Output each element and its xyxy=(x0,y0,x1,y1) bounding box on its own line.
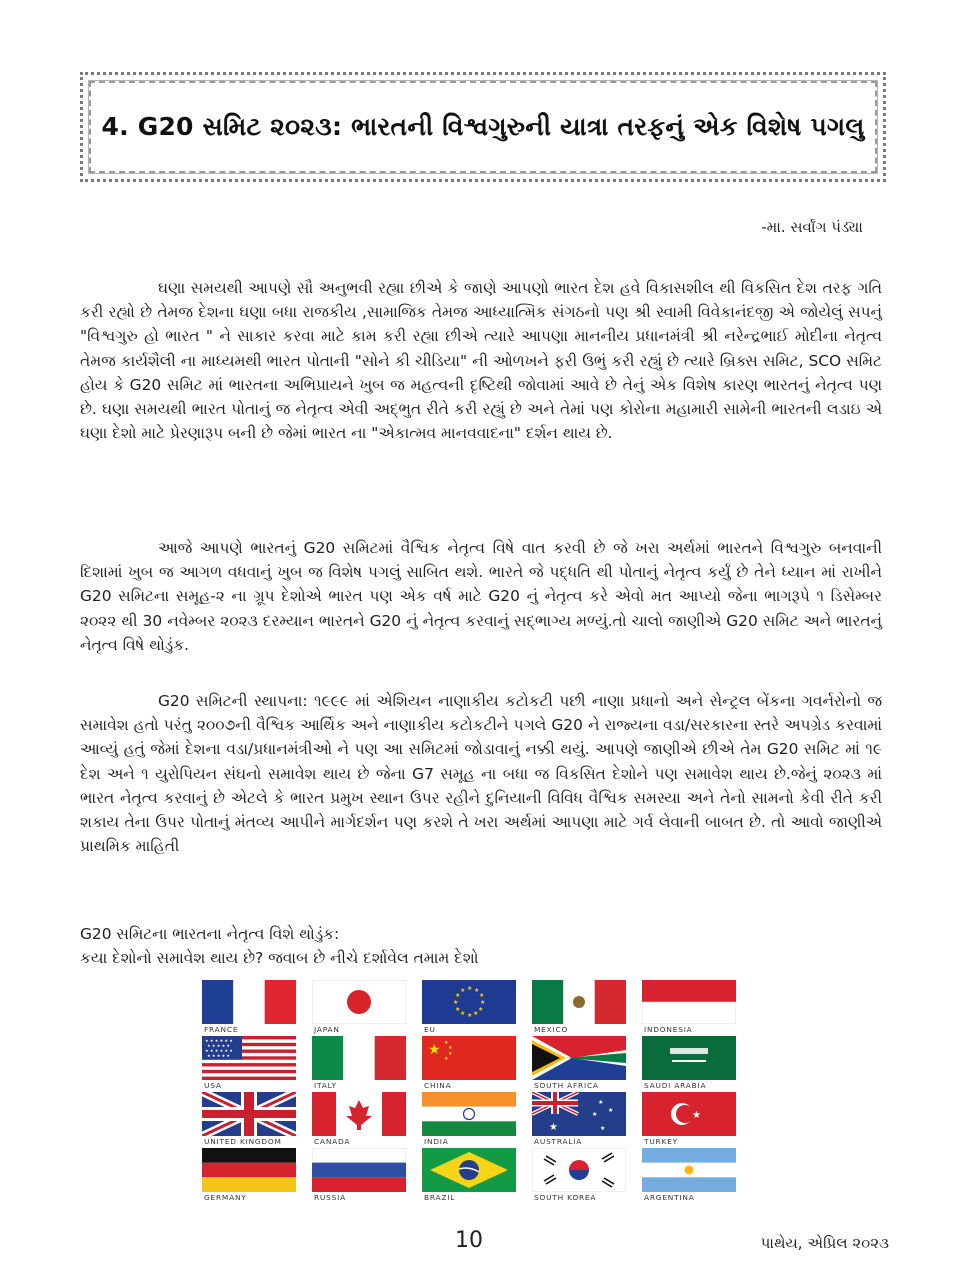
flag-mexico xyxy=(532,980,626,1034)
flag-grid xyxy=(202,980,738,1202)
flag-label: INDONESIA xyxy=(644,1025,693,1034)
flag-south-africa xyxy=(532,1036,626,1090)
svg-text:★: ★ xyxy=(453,999,459,1006)
flag-canada xyxy=(312,1092,406,1146)
svg-text:★: ★ xyxy=(444,1056,449,1062)
flag-eu xyxy=(422,980,516,1034)
flag-india xyxy=(422,1092,516,1146)
flag-label: ITALY xyxy=(314,1081,337,1090)
flag-label: FRANCE xyxy=(204,1025,239,1034)
flag-saudi-arabia-image xyxy=(642,1036,736,1080)
flag-label: CHINA xyxy=(424,1081,452,1090)
flag-saudi-arabia xyxy=(642,1036,736,1090)
paragraph-leadership: આજે આપણે ભારતનું G20 સમિટમાં વૈશ્વિક નેતૃત્વ વિષે વાત કરવી છે જે ખરા અર્થમાં ભારતને વિશ્વગુરુ બનવાની દિશામાં ખુબ જ આગળ વધવાનું ખુબ જ વિશેષ પગલું સાબિત થશે. ભારતે જે પદ્ધતિ થી પોતાનું નેતૃત્વ કર્યું છે તેને ધ્યાન માં રાખીને G20 સમિટના સમૂહ-૨ ના ગ્રૂપ દેશોએ ભારત પણ એક વર્ષ માટે G20 નું નેતૃત્વ કરે એવો મત આપ્યો જેના ભાગરૂપે ૧ ડિસેમ્બર ૨૦૨૨ થી 30 નવેમ્બર ૨૦૨૩ દરમ્યાન ભારતને G20 નું નેતૃત્વ કરવાનું સદ્ભાગ્ય મળ્યું.તો ચાલો જાણીએ G20 સમિટ અને ભારતનું નેતૃત્વ વિષે થોડુંક. xyxy=(80,539,882,654)
flag-south-korea-image xyxy=(532,1148,626,1192)
question-line: કયા દેશોનો સમાવેશ થાય છે? જવાબ છે નીચે દર્શાવેલ તમામ દેશો xyxy=(80,949,479,967)
page-number: 10 xyxy=(455,1228,483,1253)
flag-uk xyxy=(202,1092,296,1146)
flag-germany-image xyxy=(202,1148,296,1192)
paragraph-intro: ઘણા સમયથી આપણે સૌ અનુભવી રહ્યા છીએ કે જાણે આપણો ભારત દેશ હવે વિકાસશીલ થી વિકસિત દેશ તરફ ગતિ કરી રહ્યો છે તેમજ દેશના ઘણા બધા રાજકીય ,સામાજિક તેમજ આધ્યાત્મિક સંગઠનો પણ શ્રી સ્વામી વિવેકાનંદજી એ જોયેલું સપનું "વિશ્વગુરુ હો ભારત " ને સાકાર કરવા માટે કામ કરી રહ્યા છીએ ત્યારે આપણા માનનીય પ્રધાનમંત્રી શ્રી નરેન્દ્રભાઈ મોદીના નેતૃત્વ તેમજ કાર્યશૈલી ના માધ્યમથી ભારત પોતાની "સોને કી ચીડિયા" ની ઓળખને ફરી ઉભું કરી રહ્યું છે ત્યારે બ્રિક્સ સમિટ, SCO સમિટ હોય કે G20 સમિટ માં ભારતના અભિપ્રાયને ખુબ જ મહત્વની દૃષ્ટિથી જોવામાં આવે છે તેનું એક વિશેષ કારણ ભારતનું નેતૃત્વ પણ છે. ઘણા સમયથી ભારત પોતાનું જ નેતૃત્વ એવી અદ્ભુત રીતે કરી રહ્યું છે અને તેમાં પણ કોરોના મહામારી સામેની ભારતની લડાઇ એ ઘણા દેશો માટે પ્રેરણારૂપ બની છે જેમાં ભારત ના "એકાત્મવ માનવવાદના" દર્શન થાય છે. xyxy=(80,279,882,443)
flag-south-africa-image xyxy=(532,1036,626,1080)
author-byline: -મા. સર્વાંગ પંડ્યા xyxy=(761,218,863,236)
svg-text:★: ★ xyxy=(444,1040,449,1046)
svg-text:★: ★ xyxy=(480,999,486,1006)
flag-label: MEXICO xyxy=(534,1025,569,1034)
flag-france xyxy=(202,980,296,1034)
flag-label: JAPAN xyxy=(314,1025,340,1034)
svg-text:★: ★ xyxy=(467,985,473,992)
svg-text:★ ★ ★ ★ ★: ★ ★ ★ ★ ★ xyxy=(207,1053,231,1058)
flag-label: EU xyxy=(424,1025,436,1034)
flag-italy xyxy=(312,1036,406,1090)
flag-indonesia-image xyxy=(642,980,736,1024)
svg-text:★: ★ xyxy=(448,1045,453,1051)
svg-text:★: ★ xyxy=(608,1107,614,1114)
question-heading: G20 સમિટના ભારતના નેતૃત્વ વિશે થોડુંક: xyxy=(80,925,340,943)
flag-russia xyxy=(312,1148,406,1202)
flag-label: SOUTH AFRICA xyxy=(534,1081,599,1090)
flag-turkey-image xyxy=(642,1092,736,1136)
flag-france-image xyxy=(202,980,296,1024)
flag-mexico-image xyxy=(532,980,626,1024)
svg-text:★: ★ xyxy=(600,1125,606,1132)
flag-label: INDIA xyxy=(424,1137,449,1146)
svg-text:★ ★ ★ ★ ★: ★ ★ ★ ★ ★ xyxy=(207,1043,231,1048)
svg-text:★: ★ xyxy=(473,1010,479,1017)
svg-text:★: ★ xyxy=(467,1012,473,1019)
flag-australia xyxy=(532,1092,626,1146)
flag-india-image xyxy=(422,1092,516,1136)
flag-label: BRAZIL xyxy=(424,1193,456,1202)
svg-text:★: ★ xyxy=(474,987,480,994)
flag-label: SAUDI ARABIA xyxy=(644,1081,707,1090)
svg-text:★: ★ xyxy=(460,1010,466,1017)
svg-text:★: ★ xyxy=(455,1006,461,1013)
flag-indonesia xyxy=(642,980,736,1034)
svg-text:★: ★ xyxy=(460,987,466,994)
flag-russia-image xyxy=(312,1148,406,1192)
svg-text:★: ★ xyxy=(598,1099,604,1106)
flag-australia-image xyxy=(532,1092,626,1136)
flag-label: UNITED KINGDOM xyxy=(204,1137,282,1146)
flag-label: RUSSIA xyxy=(314,1193,346,1202)
flag-argentina-image xyxy=(642,1148,736,1192)
article-title: 4. G20 સમિટ ૨૦૨૩: ભારતની વિશ્વગુરુની યાત્રા તરફનું એક વિશેષ પગલુ xyxy=(101,112,865,141)
svg-text:★: ★ xyxy=(478,1006,484,1013)
svg-text:★: ★ xyxy=(448,1051,453,1057)
svg-text:★: ★ xyxy=(479,992,485,999)
flag-argentina xyxy=(642,1148,736,1202)
flag-japan xyxy=(312,980,406,1034)
flag-usa-image xyxy=(202,1036,296,1080)
flag-china xyxy=(422,1036,516,1090)
svg-text:★ ★ ★ ★ ★ ★: ★ ★ ★ ★ ★ ★ xyxy=(205,1048,233,1053)
svg-text:★ ★ ★ ★ ★ ★: ★ ★ ★ ★ ★ ★ xyxy=(205,1038,233,1043)
flag-label: CANADA xyxy=(314,1137,351,1146)
flag-label: ARGENTINA xyxy=(644,1193,695,1202)
flag-label: SOUTH KOREA xyxy=(534,1193,597,1202)
flag-uk-image xyxy=(202,1092,296,1136)
flag-italy-image xyxy=(312,1036,406,1080)
flag-south-korea xyxy=(532,1148,626,1202)
flag-brazil-image xyxy=(422,1148,516,1192)
svg-text:★: ★ xyxy=(455,992,461,999)
flag-label: TURKEY xyxy=(644,1137,678,1146)
flag-china-image xyxy=(422,1036,516,1080)
paragraph-founding: G20 સમિટની સ્થાપના: ૧૯૯૯ માં એશિયન નાણાકીય કટોકટી પછી નાણા પ્રધાનો અને સેન્ટ્રલ બેંકના ગવર્નરોનો જ સમાવેશ હતો પરંતુ ૨૦૦૭ની વૈશ્વિક આર્થિક અને નાણાકીય કટોકટીને પગલે G20 ને રાજ્યના વડા/સરકારના સ્તરે અપગ્રેડ કરવામાં આવ્યું હતું જેમાં દેશના વડા/પ્રધાનમંત્રીઓ ને પણ આ સમિટમાં જોડાવાનું નક્કી થયું. આપણે જાણીએ છીએ તેમ G20 સમિટ માં ૧૯ દેશ અને ૧ યુરોપિયન સંઘનો સમાવેશ થાય છે જેના G7 સમૂહ ના બધા જ વિકસિત દેશોને પણ સમાવેશ થાય છે.જેનું ૨૦૨૩ માં ભારત નેતૃત્વ કરવાનું છે એટલે કે ભારત પ્રમુખ સ્થાન ઉપર રહીને દુનિયાની વિવિધ વૈશ્વિક સમસ્યા અને તેનો સામનો કેવી રીતે કરી શકાય તેના ઉપર પોતાનું મંતવ્ય આપીને માર્ગદર્શન પણ કરશે તે ખરા અર્થમાં આપણા માટે ગર્વ લેવાની બાબત છે. તો આવો જાણીએ પ્રાથમિક માહિતી xyxy=(80,692,882,856)
flag-japan-image xyxy=(312,980,406,1024)
flag-usa xyxy=(202,1036,296,1090)
flag-label: AUSTRALIA xyxy=(534,1137,583,1146)
flag-eu-image xyxy=(422,980,516,1024)
flag-canada-image xyxy=(312,1092,406,1136)
footer-publication: પાથેય, એપ્રિલ ૨૦૨૩ xyxy=(760,1234,889,1252)
svg-text:★: ★ xyxy=(592,1111,598,1118)
flag-label: GERMANY xyxy=(204,1193,247,1202)
flag-germany xyxy=(202,1148,296,1202)
svg-text:★: ★ xyxy=(549,1122,558,1133)
flag-turkey xyxy=(642,1092,736,1146)
svg-text:★: ★ xyxy=(692,1110,701,1121)
flag-label: USA xyxy=(204,1081,222,1090)
title-box xyxy=(80,72,886,182)
svg-text:★: ★ xyxy=(428,1042,441,1058)
flag-brazil xyxy=(422,1148,516,1202)
